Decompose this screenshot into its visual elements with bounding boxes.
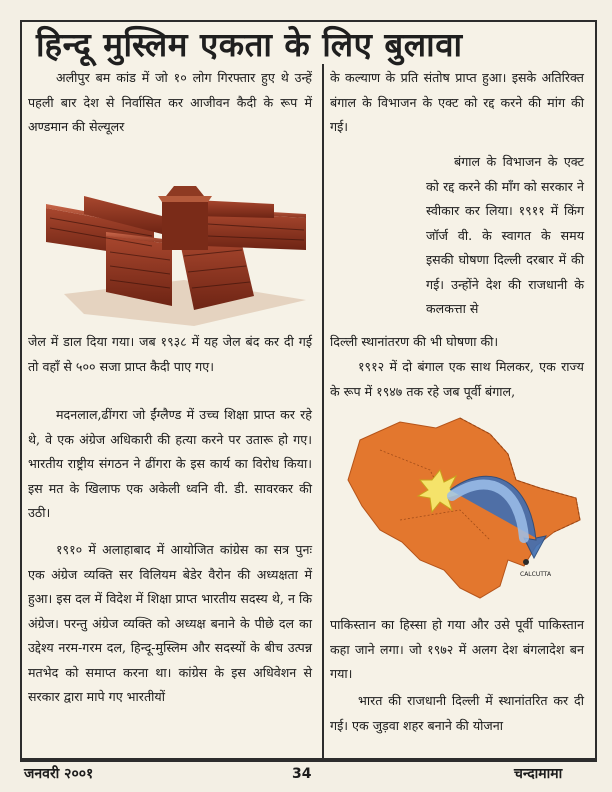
right-paragraph-4: पाकिस्तान का हिस्सा हो गया और उसे पूर्वी पाकिस्तान कहा जाने लगा। जो १९७२ में अलग देश बंगलादेश बन गया। xyxy=(330,617,584,681)
magazine-name: चन्दामामा xyxy=(514,766,563,782)
left-paragraph-1: अलीपुर बम कांड में जो १० लोग गिरफ्तार हुए थे उन्हें पहली बार देश से निर्वासित कर आजीवन कैदी के रूप में अण्डमान की सेल्यूलर xyxy=(28,70,312,134)
left-paragraph-4: १९१० में अलाहाबाद में आयोजित कांग्रेस का सत्र पुनः एक अंग्रेज व्यक्ति सर विलियम बेडेर वैरोन की अध्यक्षता में हुआ। इस दल में विदेश में शिक्षा प्राप्त भारतीय सदस्य थे, न कि अंग्रेज। परन्तु अंग्रेज व्यक्ति को अध्यक्ष बनाने के पीछे दल का उद्देश्य नरम-गरम दल, हिन्दू-मुस्लिम और सदस्यों के बीच उत्पन्न मतभेद को समाप्त करना था। कांग्रेस के इस अधिवेशन से सरकार द्वारा मापे गए भारतीयों xyxy=(28,542,312,704)
footer-rule xyxy=(20,758,595,761)
right-paragraph-2: बंगाल के विभाजन के एक्ट को रद्द करने की माँग को सरकार ने स्वीकार कर लिया। १९११ में किंग जॉर्ज वी. के स्वागत के समय इसकी घोषणा दिल्ली दरबार में की गई। उन्होंने देश की राजधानी के कलकत्ता से xyxy=(426,154,584,316)
right-paragraph-5: भारत की राजधानी दिल्ली में स्थानांतरित कर दी गई। एक जुड़वा शहर बनाने की योजना xyxy=(330,693,584,733)
cellular-jail-illustration xyxy=(44,184,312,326)
map-calcutta-label: CALCUTTA xyxy=(520,571,552,578)
article-title: हिन्दू मुस्लिम एकता के लिए बुलावा xyxy=(36,25,463,64)
left-paragraph-2: जेल में डाल दिया गया। जब १९३८ में यह जेल बंद कर दी गई तो वहाँ से ५०० सजा प्राप्त कैदी पाए गए। xyxy=(28,334,312,374)
column-divider xyxy=(322,64,324,758)
footer-date: जनवरी २००१ xyxy=(24,766,94,782)
bengal-map-illustration xyxy=(340,410,584,606)
right-paragraph-3: १९१२ में दो बंगाल एक साथ मिलकर, एक राज्य के रूप में १९४७ तक रहे जब पूर्वी बंगाल, xyxy=(330,359,584,399)
page-number: 34 xyxy=(292,766,312,782)
right-paragraph-1: के कल्याण के प्रति संतोष प्राप्त हुआ। इसके अतिरिक्त बंगाल के विभाजन के एक्ट को रद्द करने की मांग की गई। xyxy=(330,70,584,134)
right-paragraph-2-continued: दिल्ली स्थानांतरण की भी घोषणा की। xyxy=(330,334,499,349)
left-paragraph-3: मदनलाल,ढींगरा जो ईंग्लैण्ड में उच्च शिक्षा प्राप्त कर रहे थे, वे एक अंग्रेज अधिकारी की हत्या करने पर उतारू हो गए। भारतीय राष्ट्रीय संगठन ने ढींगरा के इस कार्य का विरोध किया। इस मत के खिलाफ एक अकेली ध्वनि वी. डी. सावरकर की उठी। xyxy=(28,407,312,520)
